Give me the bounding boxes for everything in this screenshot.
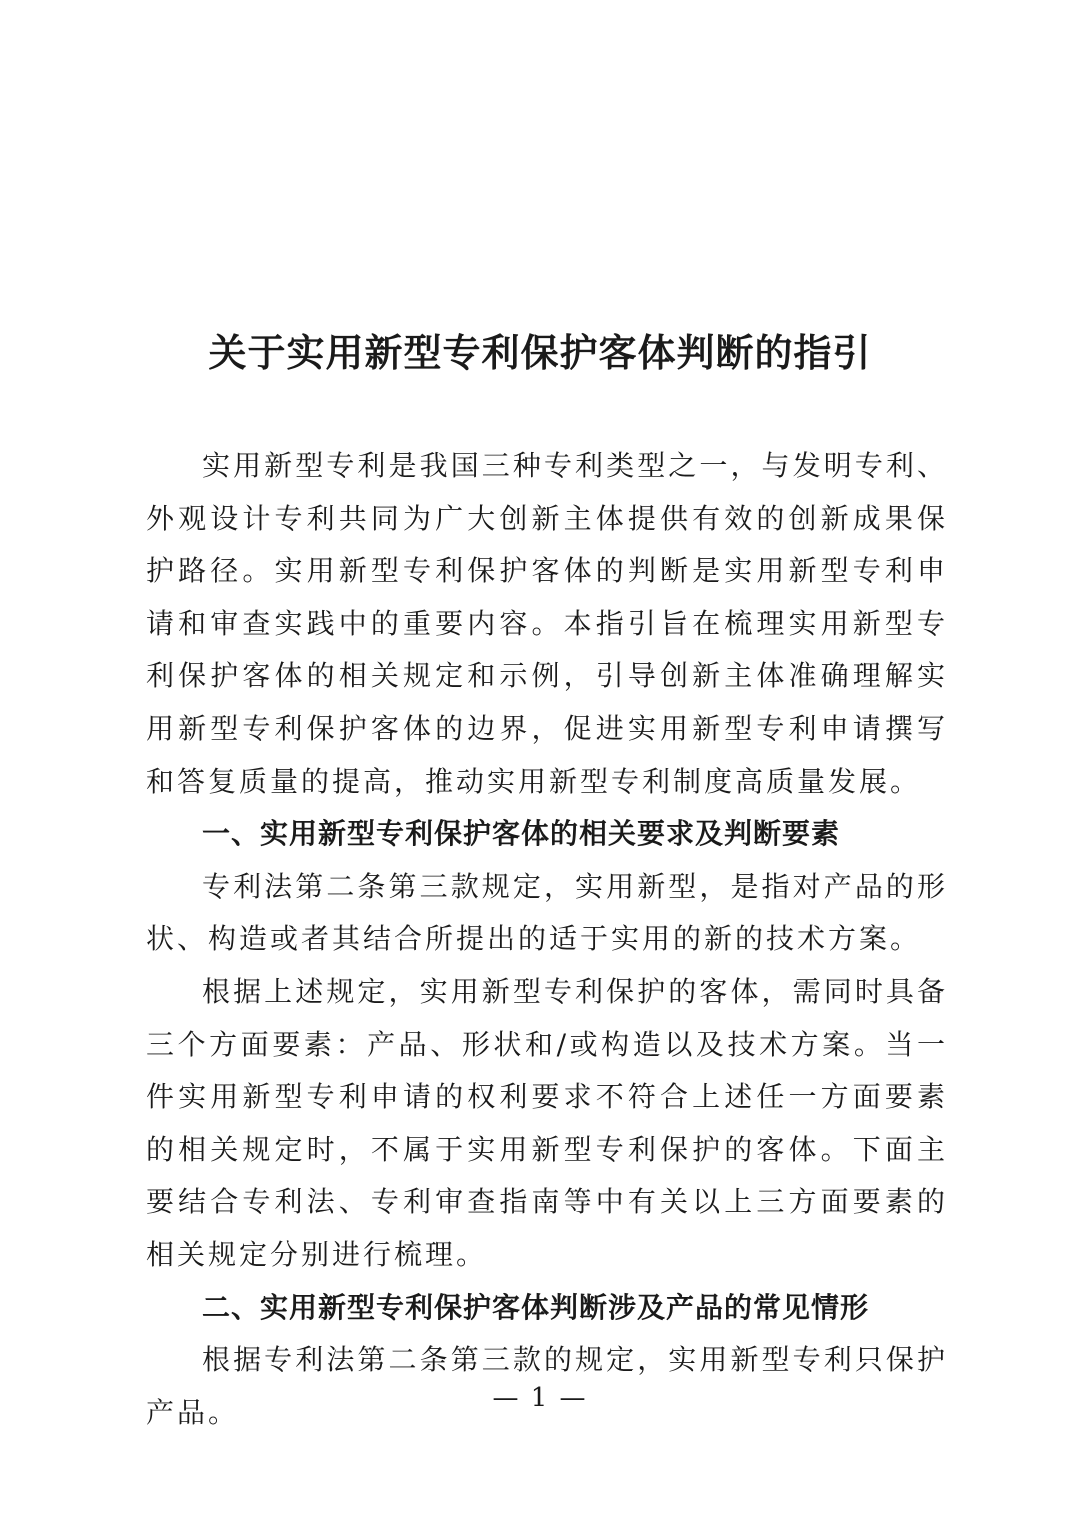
page-number: — 1 — — [492, 1383, 588, 1413]
section-1-paragraph-1: 专利法第二条第三款规定，实用新型，是指对产品的形状、构造或者其结合所提出的适于实用的新的技术方案。 — [146, 869, 948, 956]
intro-paragraph: 实用新型专利是我国三种专利类型之一，与发明专利、外观设计专利共同为广大创新主体提供有效的创新成果保护路径。实用新型专利保护客体的判断是实用新型专利申请和审查实践中的重要内容。本指引旨在梳理实用新型专利保护客体的相关规定和示例，引导创新主体准确理解实用新型专利保护客体的边界，促进实用新型专利申请撰写和答复质量的提高，推动实用新型专利制度高质量发展。 — [146, 449, 948, 798]
section-heading-1: 一、实用新型专利保护客体的相关要求及判断要素 — [202, 817, 841, 851]
section-2-paragraph-1: 根据专利法第二条第三款的规定，实用新型专利只保护产品。 — [146, 1343, 948, 1429]
document-title: 关于实用新型专利保护客体判断的指引 — [208, 331, 872, 375]
section-heading-2: 二、实用新型专利保护客体判断涉及产品的常见情形 — [202, 1290, 870, 1324]
section-1-paragraph-2: 根据上述规定，实用新型专利保护的客体，需同时具备三个方面要素：产品、形状和/或构造以及技术方案。当一件实用新型专利申请的权利要求不符合上述任一方面要素的相关规定时，不属于实用新型专利保护的客体。下面主要结合专利法、专利审查指南等中有关以上三方面要素的相关规定分别进行梳理。 — [146, 974, 948, 1271]
document-body — [146, 440, 948, 1439]
